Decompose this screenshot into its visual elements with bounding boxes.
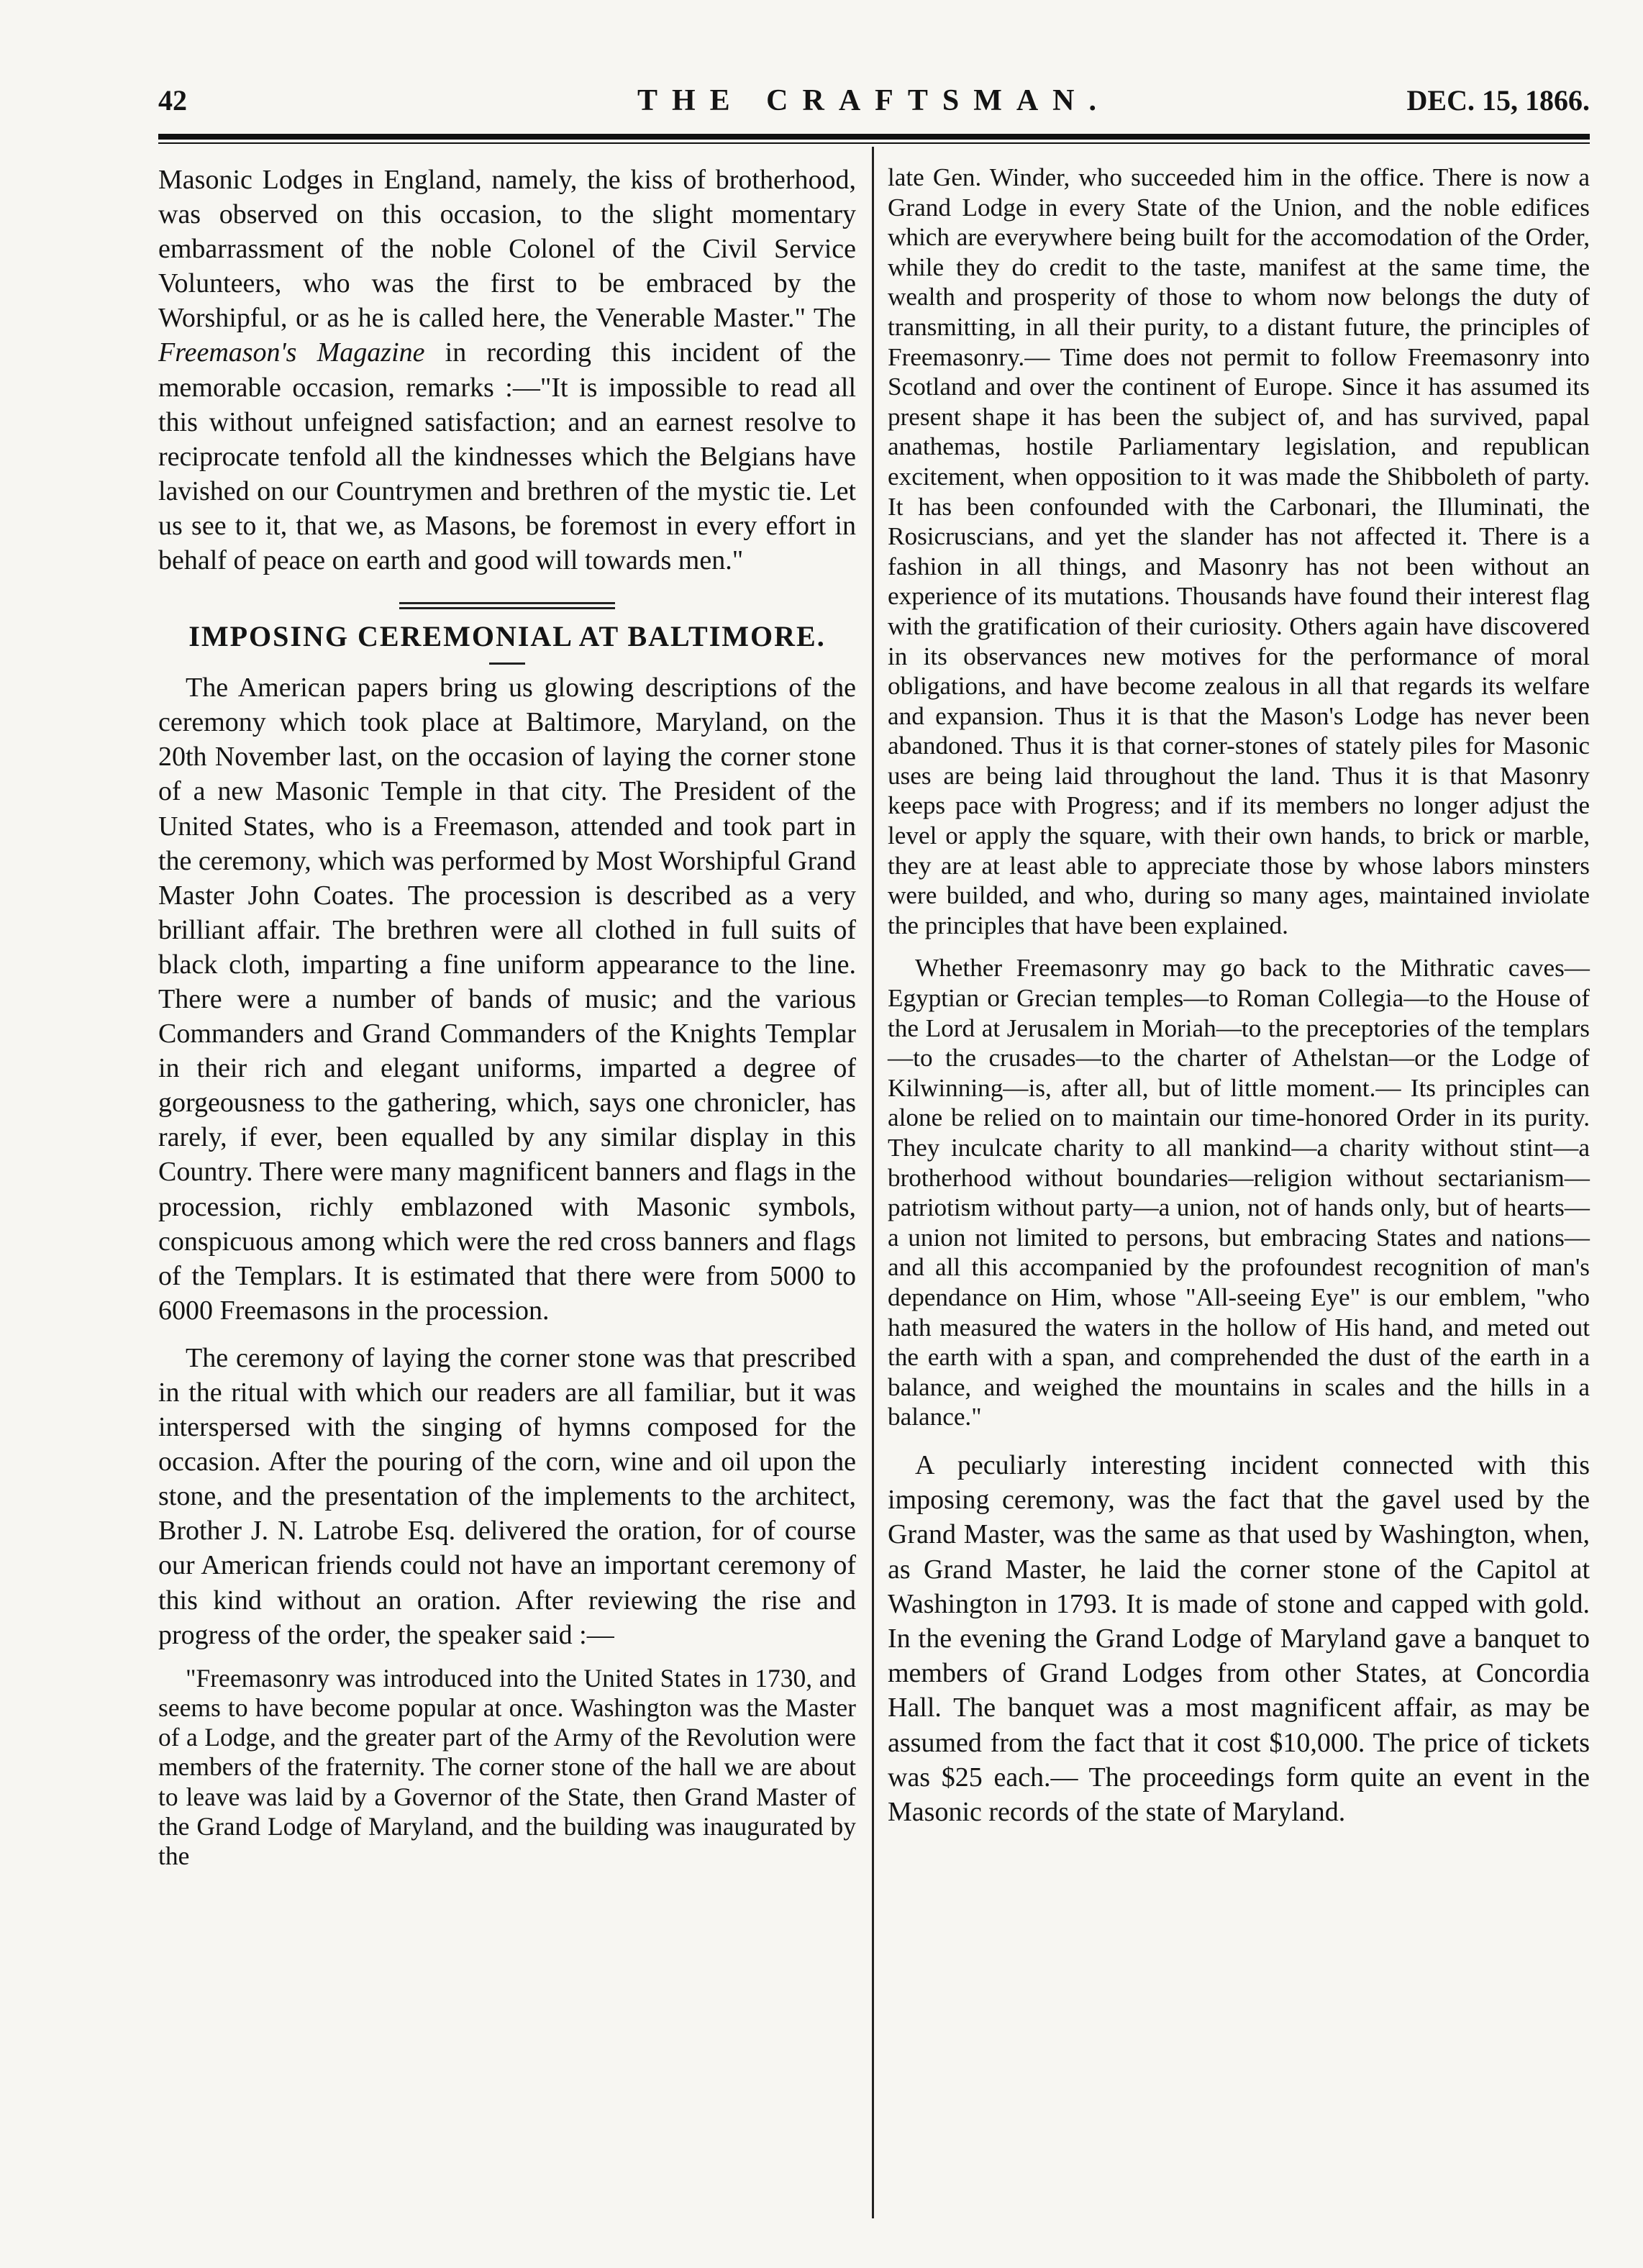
left-p1-continued: in recording this incident of the memorable occasion, remarks :—"It is impossible to read all this without unfeigned satisfaction; and an earnest resolve to reciprocate tenfold all the kindnesses which the Belgians have lavished on our Countrymen and brethren of the mystic tie. Let us see to it, that we, as Masons, be foremost in every effort in behalf of peace on earth and good will towards men." [158,337,856,576]
column-divider [872,147,874,2218]
left-paragraph-3: The ceremony of laying the corner stone was that prescribed in the ritual with which our readers are all familiar, but it was interspersed with the singing of hymns composed for the occasion. After the pouring of the corn, wine and oil upon the stone, and the presentation of the implements to the architect, Brother J. N. Latrobe Esq. delivered the oration, for of course our American friends could not have an important ceremony of this kind without an oration. After reviewing the rise and progress of the order, the speaker said :— [158,1342,856,1650]
left-paragraph-2: The American papers bring us glowing descriptions of the ceremony which took place at Baltimore, Maryland, on the 20th November last, on the occasion of laying the corner stone of a new Masonic Temple in that city. The President of the United States, who is a Freemason, attended and took part in the ceremony, which was performed by Most Worshipful Grand Master John Coates. The procession is described as a very brilliant affair. The brethren were all clothed in full suits of black cloth, imparting a fine uniform appearance to the line. There were a number of bands of music; and the various Commanders and Grand Commanders of the Knights Templar in their rich and elegant uniforms, imparted a degree of gorgeousness to the gathering, which, says one chronicler, has rarely, if ever, been equalled by any similar display in this Country. There were many magnificent banners and flags in the procession, richly emblazoned with Masonic symbols, conspicuous among which were the red cross banners and flags of the Templars. It is estimated that there were from 5000 to 6000 Freemasons in the procession. [158,673,856,1326]
header-rule-thin [158,142,1590,144]
right-paragraph-1: late Gen. Winder, who succeeded him in the office. There is now a Grand Lodge in every State of the Union, and the noble edifices which are everywhere being built for the accomodation of the Order, while they do credit to the taste, manifest at the same time, the wealth and prosperity of those to whom now belongs the duty of transmitting, in all their purity, to a distant future, the principles of Freemasonry.— Time does not permit to follow Freemasonry into Scotland and over the continent of Europe. Since it has assumed its present shape it has been the subject of, and has survived, papal anathemas, hostile Parliamentary legislation, and republican excitement, when opposition to it was made the Shibboleth of party. It has been confounded with the Carbonari, the Illuminati, the Rosicruscians, and yet the slander has not affected it. There is a fashion in all things, and Masonry has not been without an experience of its mutations. Thousands have found their interest flag with the gratification of their curiosity. Others again have discovered in its observances new motives for the performance of moral obligations, and have become zealous in all that regards its welfare and expansion. Thus it is that the Mason's Lodge has never been abandoned. Thus it is that corner-stones of stately piles for Masonic uses are being laid throughout the land. Thus it is that Masonry keeps pace with Progress; and if its members no longer adjust the level or apply the square, with their own hands, to brick or marble, they are at least able to appreciate those by whose labors minsters were builded, and who, during so many ages, maintained inviolate the principles that have been explained. [888,163,1590,939]
publication-title: THE CRAFTSMAN. [637,84,1111,117]
left-column [158,163,856,1871]
page-header [158,83,1590,127]
section-separator [399,602,615,609]
page-number: 42 [158,84,187,117]
article-heading: IMPOSING CEREMONIAL AT BALTIMORE. [188,620,826,653]
magazine-title: Freemason's Magazine [158,337,425,368]
right-paragraph-3: A peculiarly interesting incident connected with this imposing ceremony, was the fact that the gavel used by the Grand Master, was the same as that used by Washington, when, as Grand Master, he laid the corner stone of the Capitol at Washington in 1793. It is made of stone and capped with gold. In the evening the Grand Lodge of Maryland gave a banquet to members of Grand Lodges from other States, at Concordia Hall. The banquet was a most magnificent affair, as may be assumed from the fact that it cost $10,000. The price of tickets was $25 each.— The proceedings form quite an event in the Masonic records of the state of Maryland. [888,1449,1590,1827]
right-paragraph-2: Whether Freemasonry may go back to the Mithratic caves—Egyptian or Grecian temples—to Roman Collegia—to the House of the Lord at Jerusalem in Moriah—to the preceptories of the templars—to the crusades—to the charter of Athelstan—or the Lodge of Kilwinning—is, after all, but of little moment.— Its principles can alone be relied on to maintain our time-honored Order in its purity. They inculcate charity to all mankind—a charity without stint—a brotherhood without boundaries—religion without sectarianism—patriotism without party—a union, not of hands only, but of hearts—a union not limited to persons, but embracing States and nations—and all this accompanied by the profoundest recognition of man's dependance on Him, whose "All-seeing Eye" is our emblem, "who hath measured the waters in the hollow of His hand, and meted out the earth with a span, and comprehended the dust of the earth in a balance, and weighed the mountains in scales and the hills in a balance." [888,954,1590,1431]
left-paragraph-4: "Freemasonry was introduced into the United States in 1730, and seems to have become popular at once. Washington was the Master of a Lodge, and the greater part of the Army of the Revolution were members of the fraternity. The corner stone of the hall we are about to leave was laid by a Governor of the State, then Grand Master of the Grand Lodge of Maryland, and the building was inaugurated by the [158,1663,856,1870]
left-p1-text: Masonic Lodges in England, namely, the kiss of brotherhood, was observed on this occasion, to the slight momentary embarrassment of the noble Colonel of the Civil Service Volunteers, who was the first to be embraced by the Worshipful, or as he is called here, the Venerable Master." The [158,165,856,334]
right-column [888,163,1590,1829]
left-paragraph-1 [158,163,856,578]
issue-date: DEC. 15, 1866. [1406,84,1590,117]
header-rule-thick [158,134,1590,140]
